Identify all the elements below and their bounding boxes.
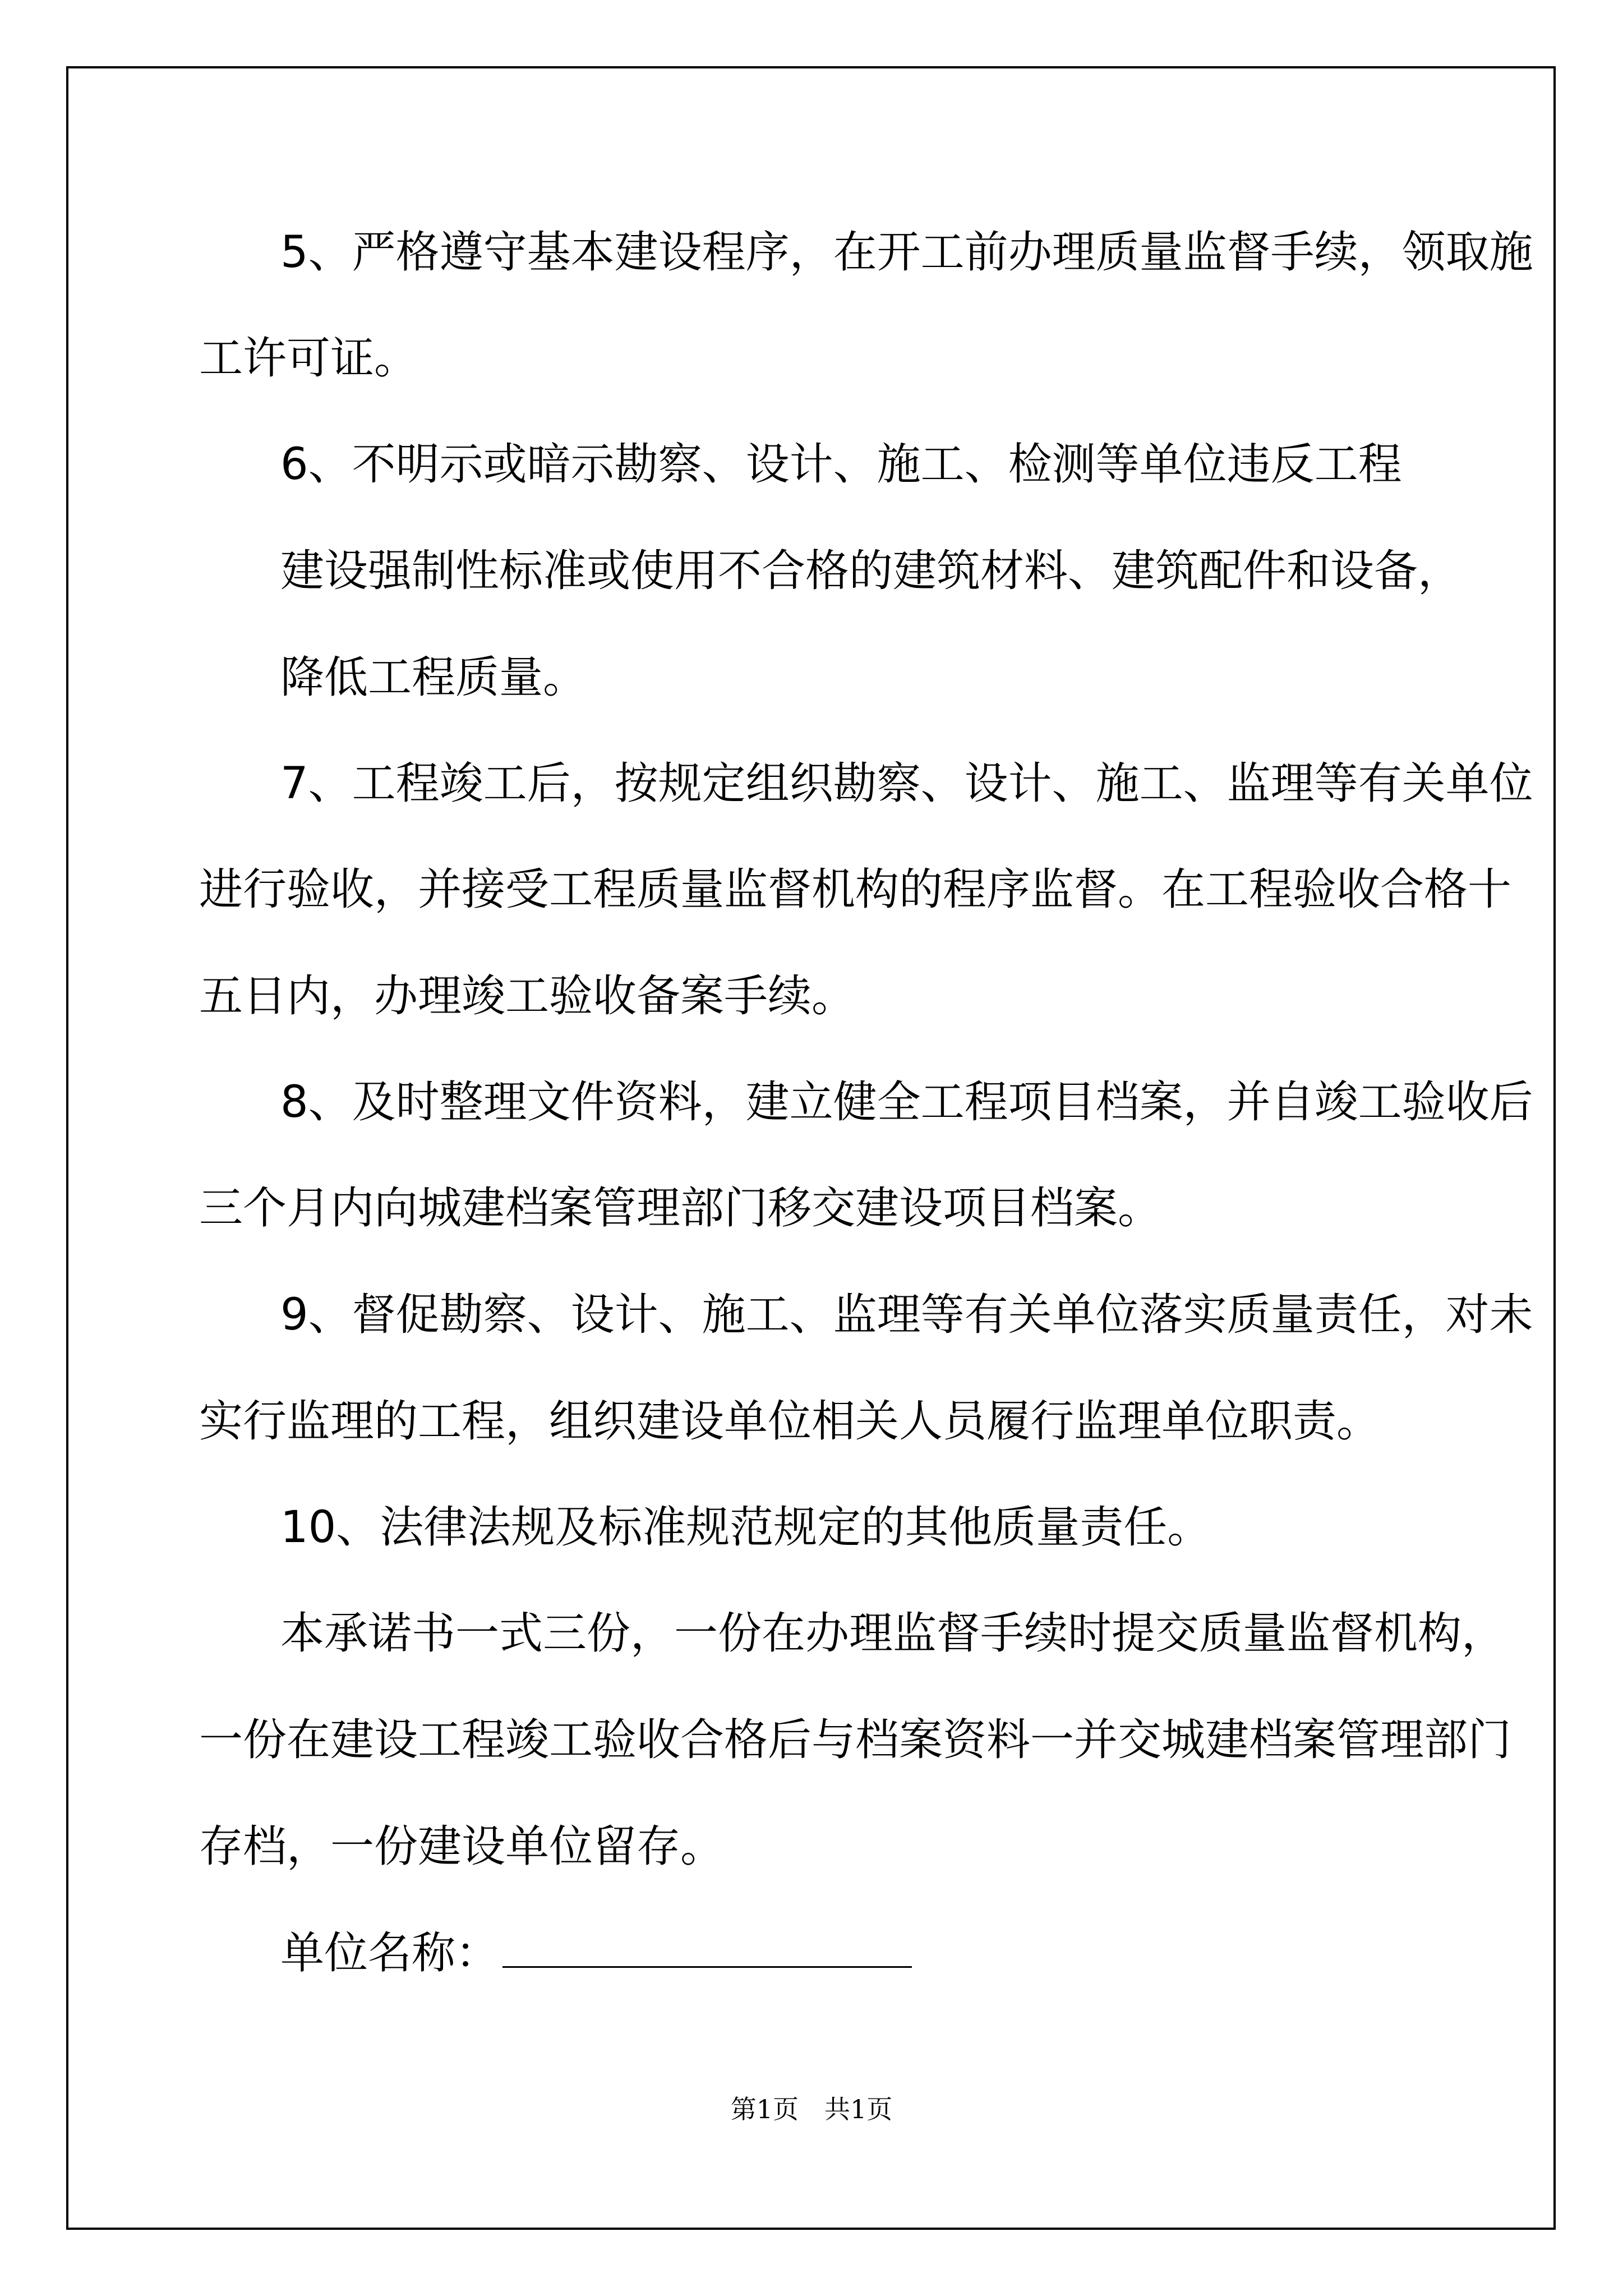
signature-blank-field[interactable]	[502, 1927, 912, 1968]
page-number-footer: 第1页 共1页	[730, 2094, 893, 2124]
text-line: 7、工程竣工后，按规定组织勘察、设计、施工、监理等有关单位	[280, 758, 1533, 809]
text-line: 实行监理的工程，组织建设单位相关人员履行监理单位职责。	[199, 1396, 1381, 1447]
text-line: 建设强制性标准或使用不合格的建筑材料、建筑配件和设备，	[280, 546, 1462, 596]
text-line: 本承诺书一式三份，一份在办理监督手续时提交质量监督机构，	[280, 1608, 1506, 1659]
text-line: 一份在建设工程竣工验收合格后与档案资料一并交城建档案管理部门	[199, 1715, 1512, 1765]
signature-label: 单位名称：	[280, 1928, 500, 1978]
signature-row	[280, 1926, 912, 1980]
text-line: 进行验收，并接受工程质量监督机构的程序监督。在工程验收合格十	[199, 864, 1512, 915]
text-line: 三个月内向城建档案管理部门移交建设项目档案。	[199, 1183, 1162, 1234]
text-line: 存档，一份建设单位留存。	[199, 1821, 725, 1872]
text-line: 工许可证。	[199, 333, 418, 384]
text-line: 6、不明示或暗示勘察、设计、施工、检测等单位违反工程	[280, 439, 1402, 490]
text-line: 5、严格遵守基本建设程序，在开工前办理质量监督手续，领取施	[280, 227, 1533, 278]
text-line: 降低工程质量。	[280, 652, 587, 703]
text-line: 8、及时整理文件资料，建立健全工程项目档案，并自竣工验收后	[280, 1077, 1533, 1128]
text-line: 五日内，办理竣工验收备案手续。	[199, 971, 856, 1022]
text-line: 9、督促勘察、设计、施工、监理等有关单位落实质量责任，对未	[280, 1290, 1533, 1340]
page-frame	[66, 66, 1556, 2230]
text-line: 10、法律法规及标准规范规定的其他质量责任。	[280, 1502, 1211, 1553]
